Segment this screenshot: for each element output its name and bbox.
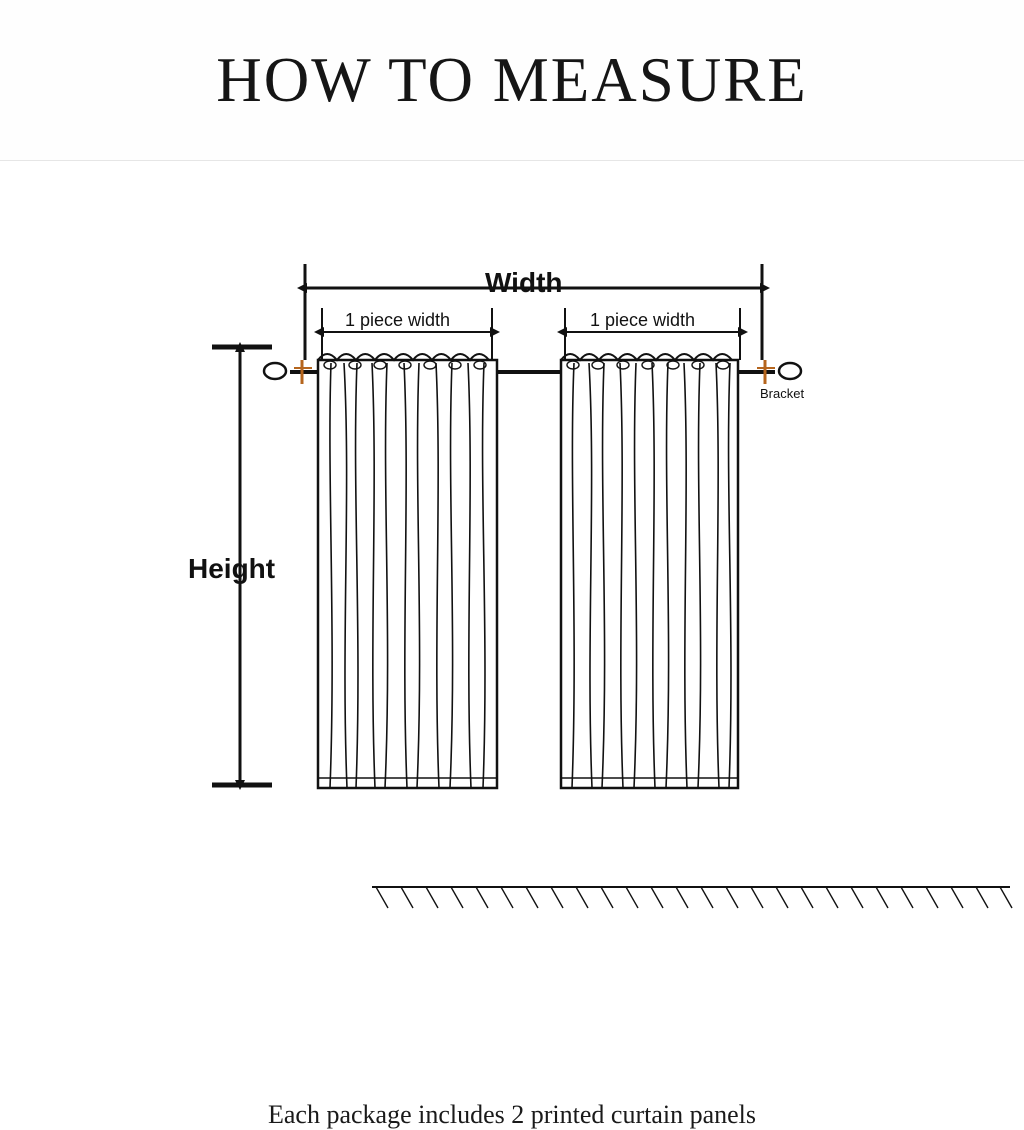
package-note: Each package includes 2 printed curtain panels: [267, 1100, 757, 1129]
piece-width-left-label: 1 piece width: [345, 310, 451, 330]
width-label: Width: [485, 267, 563, 298]
curtain-panel-right: [561, 354, 738, 788]
page-title: HOW TO MEASURE: [216, 44, 808, 115]
curtain-panel-left: [318, 354, 497, 788]
piece-width-right-label: 1 piece width: [590, 310, 696, 330]
header-band: [0, 0, 1024, 161]
floor-hatching: [372, 887, 1012, 908]
height-label: Height: [188, 553, 276, 584]
bracket-label: Bracket: [760, 386, 805, 401]
curtain-measurement-diagram: [0, 160, 1024, 1129]
